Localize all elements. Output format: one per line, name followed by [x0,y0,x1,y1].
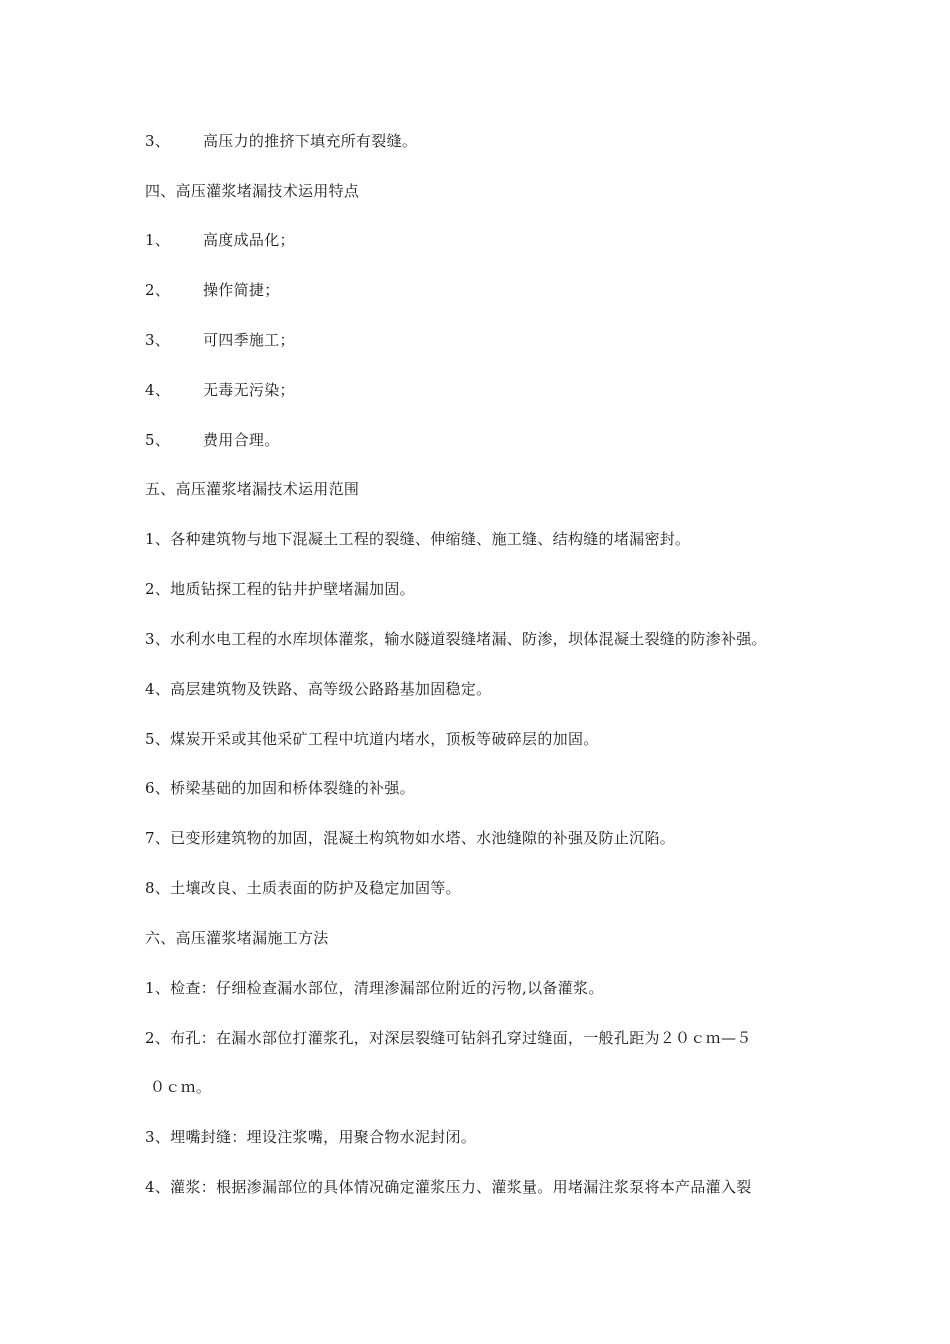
list-item [145,330,295,350]
paragraph: 6、桥梁基础的加固和桥体裂缝的补强。 [145,779,415,797]
list-text: 高度成品化； [203,231,295,249]
list-item [145,380,295,400]
section-heading-6: 六、高压灌浆堵漏施工方法 [145,929,329,947]
paragraph: 1、各种建筑物与地下混凝土工程的裂缝、伸缩缝、施工缝、结构缝的堵漏密封。 [145,530,691,548]
paragraph: 4、高层建筑物及铁路、高等级公路路基加固稳定。 [145,680,492,698]
list-number: 4、 [145,381,171,399]
paragraph: 8、土壤改良、土质表面的防护及稳定加固等。 [145,879,461,897]
paragraph: 7、已变形建筑物的加固，混凝土构筑物如水塔、水池缝隙的补强及防止沉陷。 [145,829,676,847]
list-number: 3、 [145,331,171,349]
list-number: 3、 [145,132,171,150]
paragraph: 4、灌浆：根据渗漏部位的具体情况确定灌浆压力、灌浆量。用堵漏注浆泵将本产品灌入裂 [145,1178,752,1196]
paragraph: 1、检查：仔细检查漏水部位，清理渗漏部位附近的污物,以备灌浆。 [145,979,604,997]
section-heading-4: 四、高压灌浆堵漏技术运用特点 [145,182,360,200]
list-number: 2、 [145,281,171,299]
list-text: 无毒无污染； [203,381,295,399]
list-number: 1、 [145,231,171,249]
list-text: 可四季施工； [203,331,295,349]
list-number: 5、 [145,431,171,449]
paragraph-continuation: ０ｃｍ。 [150,1078,212,1096]
list-text: 操作简捷； [203,281,280,299]
list-item [145,131,417,151]
paragraph: 2、布孔：在漏水部位打灌浆孔，对深层裂缝可钻斜孔穿过缝面，一般孔距为２０ｃｍ—５ [145,1029,752,1047]
paragraph: 5、煤炭开采或其他采矿工程中坑道内堵水，顶板等破碎层的加固。 [145,730,599,748]
paragraph: 2、地质钻探工程的钻井护壁堵漏加固。 [145,580,415,598]
section-heading-5: 五、高压灌浆堵漏技术运用范围 [145,480,360,498]
paragraph: 3、水利水电工程的水库坝体灌浆，输水隧道裂缝堵漏、防渗，坝体混凝土裂缝的防渗补强。 [145,630,767,648]
list-item [145,430,280,450]
list-text: 高压力的推挤下填充所有裂缝。 [203,132,418,150]
list-text: 费用合理。 [203,431,280,449]
paragraph: 3、埋嘴封缝：埋设注浆嘴，用聚合物水泥封闭。 [145,1128,477,1146]
list-item [145,230,295,250]
list-item [145,280,280,300]
